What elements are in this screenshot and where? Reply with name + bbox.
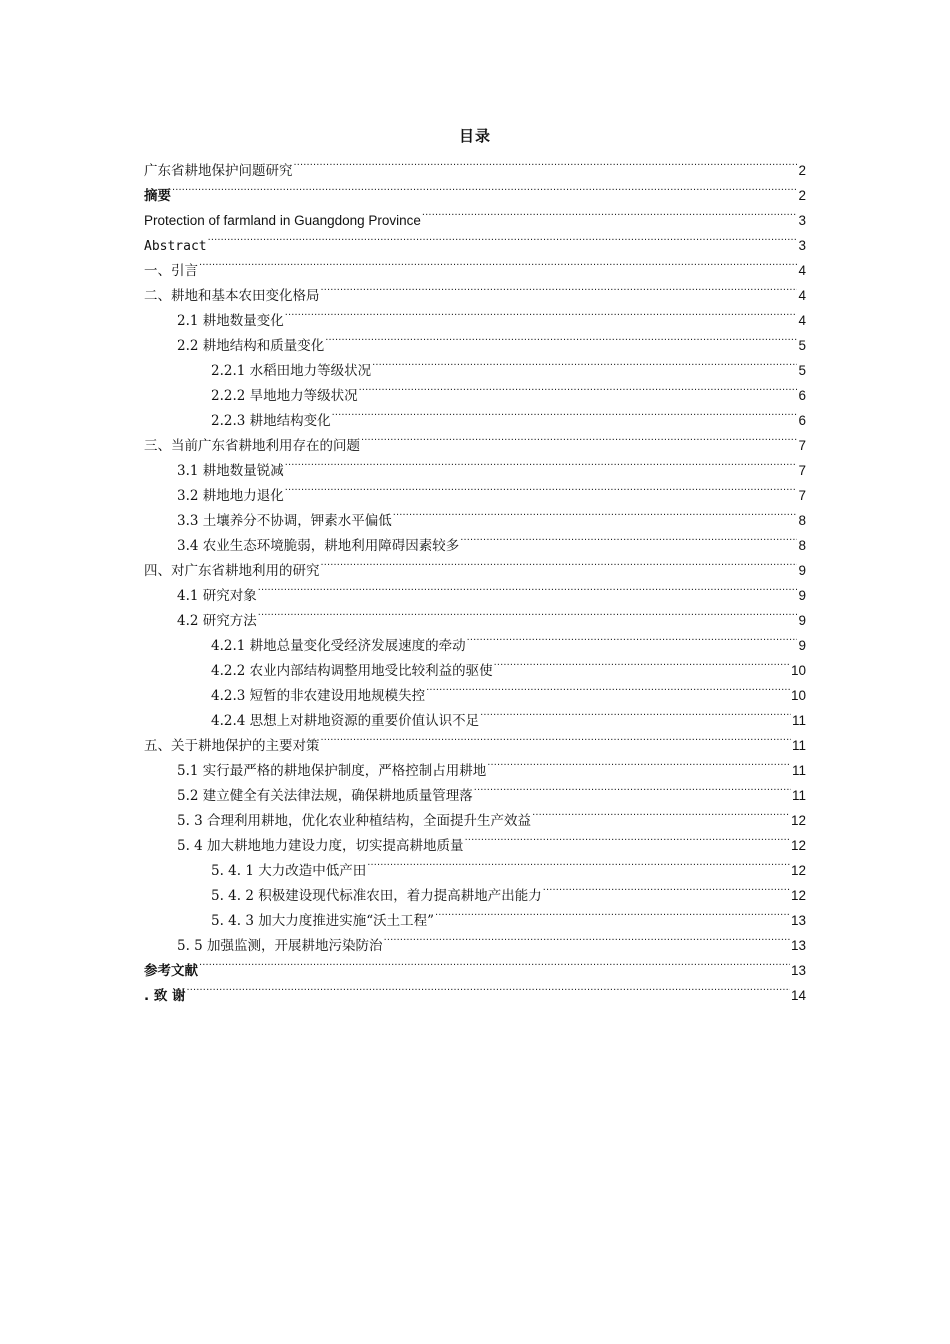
toc-page-number: 3 [798, 213, 806, 228]
toc-entry-label: . 致 谢 [144, 988, 186, 1004]
toc-entry-label: 3.2 耕地地力退化 [177, 488, 284, 504]
toc-entry-label: 一、引言 [144, 263, 198, 279]
toc-entry-label: 2.2.3 耕地结构变化 [211, 413, 331, 429]
toc-page-number: 7 [798, 488, 806, 503]
toc-dot-leader [480, 700, 791, 725]
toc-page-number: 11 [791, 763, 806, 778]
toc-entry-label: 5. 4. 2 积极建设现代标准农田，着力提高耕地产出能力 [211, 888, 542, 904]
toc-page-number: 5 [798, 363, 806, 378]
toc-entry[interactable] [144, 975, 806, 1004]
toc-page-number: 9 [798, 563, 806, 578]
toc-dot-leader [321, 275, 798, 300]
toc-entry[interactable] [144, 275, 806, 304]
toc-page-number: 6 [798, 413, 806, 428]
toc-dot-leader [199, 250, 797, 275]
toc-page-number: 8 [798, 538, 806, 553]
toc-title: 目录 [458, 127, 491, 145]
toc-page-number: 6 [798, 388, 806, 403]
toc-entry[interactable] [144, 200, 806, 228]
toc-entry-label: 二、耕地和基本农田变化格局 [144, 288, 320, 304]
toc-entry-label: 4.1 研究对象 [177, 588, 257, 604]
toc-dot-leader [487, 750, 791, 775]
toc-entry-label: 5. 5 加强监测，开展耕地污染防治 [177, 938, 383, 954]
toc-dot-leader [187, 975, 790, 1000]
toc-page-number: 11 [791, 788, 806, 803]
toc-entry-label: 3.3 土壤养分不协调，钾素水平偏低 [177, 513, 392, 529]
toc-entry-label: 5.1 实行最严格的耕地保护制度，严格控制占用耕地 [177, 763, 487, 779]
toc-page-number: 12 [790, 888, 806, 903]
toc-entry-label: 5. 4. 3 加大力度推进实施“沃土工程” [211, 913, 435, 929]
toc-dot-leader [543, 875, 790, 900]
toc-dot-leader [494, 650, 790, 675]
toc-page-number: 2 [798, 188, 806, 203]
toc-entry-label: 四、对广东省耕地利用的研究 [144, 563, 320, 579]
toc-dot-leader [422, 200, 798, 225]
toc-entry-label: 参考文献 [144, 963, 198, 979]
toc-dot-leader [393, 500, 798, 525]
table-of-contents [144, 150, 806, 1004]
toc-page-number: 4 [798, 313, 806, 328]
toc-dot-leader [372, 350, 797, 375]
toc-dot-leader [474, 775, 791, 800]
toc-entry-label: 三、当前广东省耕地利用存在的问题 [144, 438, 360, 454]
toc-entry-label: 5. 3 合理利用耕地，优化农业种植结构，全面提升生产效益 [177, 813, 532, 829]
toc-entry-label: 摘要 [144, 188, 171, 204]
toc-page-number: 3 [798, 238, 806, 253]
toc-entry-label: 4.2.3 短暂的非农建设用地规模失控 [211, 688, 426, 704]
toc-dot-leader [208, 225, 798, 250]
toc-page-number: 12 [790, 838, 806, 853]
toc-dot-leader [467, 625, 798, 650]
toc-entry[interactable] [144, 950, 806, 979]
toc-entry-label: 4.2.4 思想上对耕地资源的重要价值认识不足 [211, 713, 480, 729]
toc-entry-label: 2.2.1 水稻田地力等级状况 [211, 363, 372, 379]
toc-dot-leader [321, 550, 798, 575]
toc-dot-leader [460, 525, 797, 550]
toc-page-number: 11 [791, 738, 806, 753]
toc-entry[interactable] [144, 175, 806, 204]
toc-dot-leader [435, 900, 790, 925]
toc-page-number: 13 [790, 938, 806, 953]
toc-entry-label: 2.1 耕地数量变化 [177, 313, 284, 329]
toc-dot-leader [258, 600, 798, 625]
toc-entry[interactable] [144, 150, 806, 179]
toc-page-number: 9 [798, 638, 806, 653]
toc-entry[interactable] [144, 250, 806, 279]
toc-entry-label: 4.2.1 耕地总量变化受经济发展速度的牵动 [211, 638, 466, 654]
toc-entry-label: Abstract [144, 239, 207, 254]
toc-page-number: 10 [790, 688, 806, 703]
toc-page-number: 11 [791, 713, 806, 728]
toc-page-number: 9 [798, 588, 806, 603]
toc-page-number: 4 [798, 288, 806, 303]
toc-page-number: 8 [798, 513, 806, 528]
toc-page-number: 14 [790, 988, 806, 1003]
toc-dot-leader [285, 450, 798, 475]
toc-entry-label: 5. 4 加大耕地地力建设力度，切实提高耕地质量 [177, 838, 464, 854]
toc-entry-label: 3.4 农业生态环境脆弱，耕地利用障碍因素较多 [177, 538, 460, 554]
toc-dot-leader [172, 175, 797, 200]
toc-dot-leader [285, 475, 798, 500]
toc-dot-leader [426, 675, 790, 700]
toc-dot-leader [294, 150, 798, 175]
toc-entry-label: 2.2.2 旱地地力等级状况 [211, 388, 358, 404]
toc-entry-label: 五、关于耕地保护的主要对策 [144, 738, 320, 754]
toc-page-number: 2 [798, 163, 806, 178]
toc-page-number: 10 [790, 663, 806, 678]
toc-entry[interactable] [144, 225, 806, 254]
toc-page-number: 12 [790, 813, 806, 828]
toc-dot-leader [359, 375, 798, 400]
toc-dot-leader [332, 400, 798, 425]
toc-entry-label: 5. 4. 1 大力改造中低产田 [211, 863, 367, 879]
toc-dot-leader [367, 850, 790, 875]
toc-dot-leader [199, 950, 790, 975]
toc-dot-leader [285, 300, 798, 325]
toc-entry-label: 广东省耕地保护问题研究 [144, 163, 293, 179]
toc-dot-leader [321, 725, 791, 750]
toc-page-number: 5 [798, 338, 806, 353]
toc-page-number: 7 [798, 463, 806, 478]
toc-entry-label: Protection of farmland in Guangdong Province [144, 213, 421, 228]
toc-dot-leader [532, 800, 790, 825]
toc-dot-leader [384, 925, 790, 950]
toc-entry-label: 4.2 研究方法 [177, 613, 257, 629]
toc-entry-label: 3.1 耕地数量锐减 [177, 463, 284, 479]
toc-page-number: 9 [798, 613, 806, 628]
toc-dot-leader [465, 825, 790, 850]
toc-page-number: 13 [790, 963, 806, 978]
toc-page-number: 12 [790, 863, 806, 878]
toc-entry-label: 4.2.2 农业内部结构调整用地受比较利益的驱使 [211, 663, 493, 679]
toc-entry-label: 2.2 耕地结构和质量变化 [177, 338, 325, 354]
toc-dot-leader [258, 575, 798, 600]
toc-dot-leader [325, 325, 797, 350]
toc-dot-leader [361, 425, 797, 450]
toc-entry-label: 5.2 建立健全有关法律法规，确保耕地质量管理落 [177, 788, 473, 804]
toc-page-number: 4 [798, 263, 806, 278]
toc-page-number: 7 [798, 438, 806, 453]
toc-page-number: 13 [790, 913, 806, 928]
